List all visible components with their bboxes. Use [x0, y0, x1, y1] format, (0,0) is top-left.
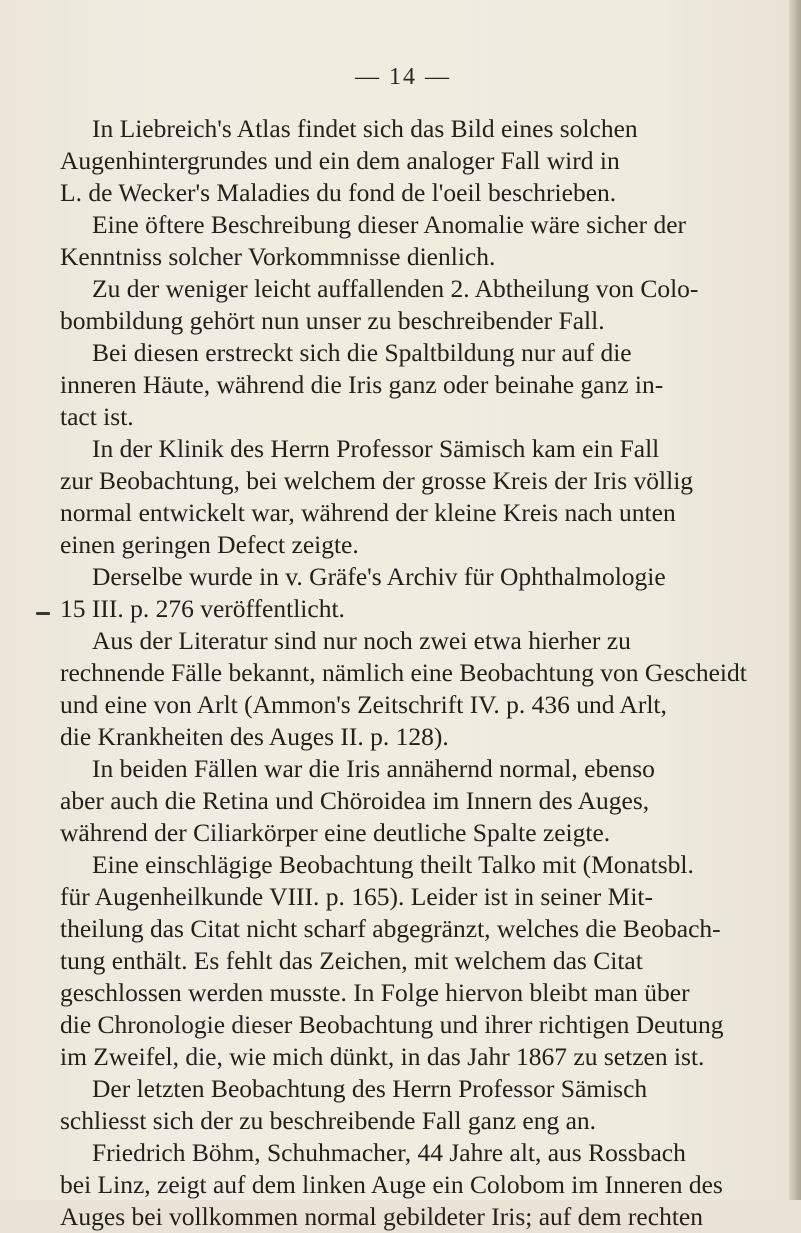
text-line: Augenhintergrundes und ein dem analoger Fall wird in	[60, 146, 620, 175]
text-line: Kenntniss solcher Vorkommnisse dienlich.	[60, 242, 496, 271]
text-line: inneren Häute, während die Iris ganz oder beinahe ganz in-	[60, 370, 664, 399]
page-number: — 14 —	[355, 64, 451, 90]
text-line: die Chronologie dieser Beobachtung und ihrer richtigen Deutung	[60, 1010, 724, 1039]
text-line: In der Klinik des Herrn Professor Sämisch kam ein Fall	[92, 434, 660, 463]
text-line: Derselbe wurde in v. Gräfe's Archiv für Ophthalmologie	[92, 562, 666, 591]
body-text	[60, 113, 780, 1233]
text-line: tact ist.	[60, 402, 134, 431]
text-line: geschlossen werden musste. In Folge hiervon bleibt man über	[60, 978, 690, 1007]
text-line: Eine einschlägige Beobachtung theilt Talko mit (Monatsbl.	[92, 850, 694, 879]
text-line: Eine öftere Beschreibung dieser Anomalie wäre sicher der	[92, 210, 687, 239]
text-line: 15 III. p. 276 veröffentlicht.	[60, 594, 345, 623]
page-edge	[789, 0, 801, 1200]
text-line: Auges bei vollkommen normal gebildeter Iris; auf dem rechten	[60, 1202, 703, 1231]
text-line: zur Beobachtung, bei welchem der grosse Kreis der Iris völlig	[60, 466, 694, 495]
text-line: für Augenheilkunde VIII. p. 165). Leider ist in seiner Mit-	[60, 882, 653, 911]
text-line: In Liebreich's Atlas findet sich das Bild eines solchen	[92, 114, 638, 143]
text-line: Aus der Literatur sind nur noch zwei etwa hierher zu	[92, 626, 631, 655]
text-line: bei Linz, zeigt auf dem linken Auge ein Colobom im Inneren des	[60, 1170, 723, 1199]
text-line: die Krankheiten des Auges II. p. 128).	[60, 722, 449, 751]
margin-mark	[36, 612, 50, 615]
text-line: aber auch die Retina und Chöroidea im Innern des Auges,	[60, 786, 650, 815]
text-line: und eine von Arlt (Ammon's Zeitschrift IV. p. 436 und Arlt,	[60, 690, 667, 719]
text-line: L. de Wecker's Maladies du fond de l'oeil beschrieben.	[60, 178, 617, 207]
text-line: Friedrich Böhm, Schuhmacher, 44 Jahre alt, aus Rossbach	[92, 1138, 686, 1167]
text-line: Zu der weniger leicht auffallenden 2. Abtheilung von Colo-	[92, 274, 699, 303]
text-line: tung enthält. Es fehlt das Zeichen, mit welchem das Citat	[60, 946, 643, 975]
text-line: In beiden Fällen war die Iris annähernd normal, ebenso	[92, 754, 655, 783]
text-line: im Zweifel, die, wie mich dünkt, in das Jahr 1867 zu setzen ist.	[60, 1042, 705, 1071]
text-line: normal entwickelt war, während der kleine Kreis nach unten	[60, 498, 676, 527]
text-line: einen geringen Defect zeigte.	[60, 530, 359, 559]
text-line: theilung das Citat nicht scharf abgegränzt, welches die Beobach-	[60, 914, 721, 943]
text-line: schliesst sich der zu beschreibende Fall ganz eng an.	[60, 1106, 597, 1135]
text-line: bombildung gehört nun unser zu beschreibender Fall.	[60, 306, 605, 335]
text-line: Der letzten Beobachtung des Herrn Professor Sämisch	[92, 1074, 648, 1103]
text-line: Bei diesen erstreckt sich die Spaltbildung nur auf die	[92, 338, 632, 367]
text-line: während der Ciliarkörper eine deutliche Spalte zeigte.	[60, 818, 611, 847]
text-line: rechnende Fälle bekannt, nämlich eine Beobachtung von Gescheidt	[60, 658, 747, 687]
